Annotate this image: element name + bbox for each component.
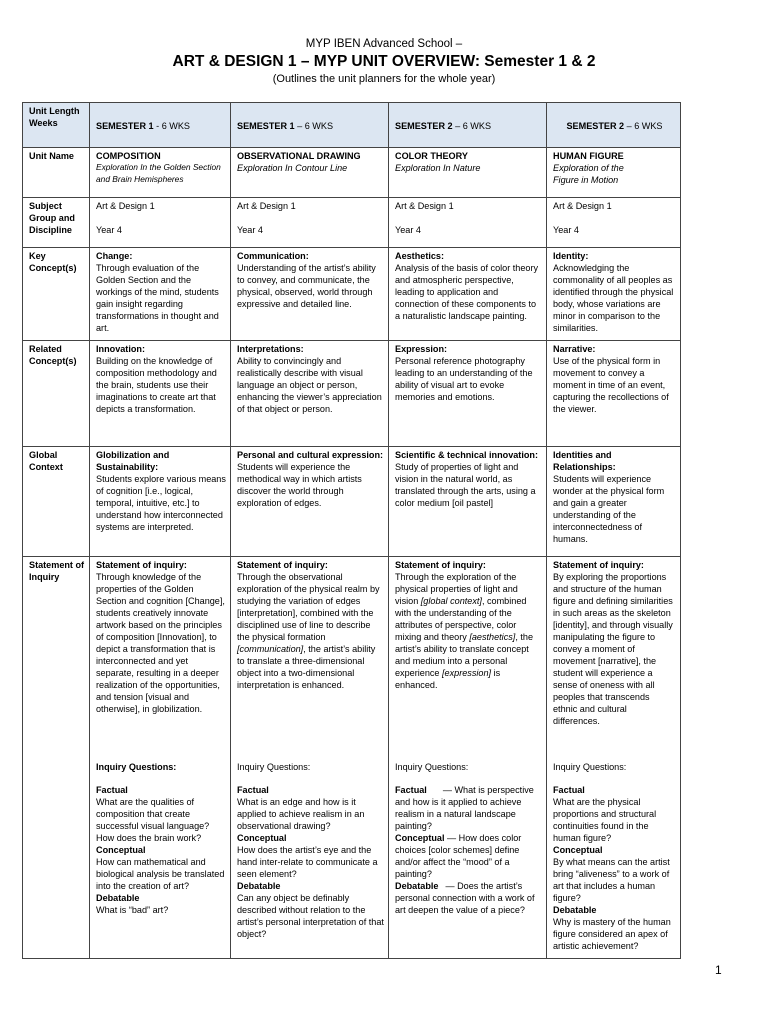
debatable-text: — Does the artist’s personal connection with a work of art deepen the value of a piece? (395, 881, 535, 915)
global-context-text: Study of properties of light and vision in the natural world, as translated through the arts, using a color medium [oil pastel] (395, 462, 536, 508)
unit-name: HUMAN FIGURE (553, 151, 624, 161)
soi-title: Statement of inquiry: (395, 560, 486, 570)
subject-cell (231, 198, 389, 248)
related-concept-cell (547, 341, 681, 447)
row-unit-length (23, 103, 681, 148)
factual-text: — What is perspective and how is it applied to achieve realism in a natural landscape painting? (395, 785, 534, 831)
factual-text: What are the physical proportions and structural continuities found in the human figure? (553, 797, 657, 843)
related-concept-title: Narrative: (553, 344, 596, 354)
unit-name-cell (90, 148, 231, 198)
soi-title: Statement of inquiry: (237, 560, 328, 570)
subject-cell (389, 198, 547, 248)
semester-label: SEMESTER 1 (237, 120, 295, 131)
key-concept-title: Aesthetics: (395, 251, 445, 261)
key-concept-text: Understanding of the artist’s ability to convey, and communicate, the physical, observed, world through expressive and detailed line. (237, 263, 376, 309)
conceptual-label: Conceptual (553, 845, 603, 855)
unit-name-cell (547, 148, 681, 198)
conceptual-label: Conceptual (395, 833, 445, 843)
global-context-title: Globilization and Sustainability: (96, 450, 170, 472)
row-subject (23, 198, 681, 248)
weeks-label: - 6 WKS (153, 120, 190, 131)
soi-text: By exploring the proportions and structure of the human figure and defining similarities in such areas as the skeleton [identity], and through visually manipulating the figure to convey a moment of movement [narrative], the student will experience a sense of oneness with all peoples that transcends ethnic and cultural differences. (553, 572, 673, 726)
factual-text: What are the qualities of composition that create successful visual language? How does the brain work? (96, 797, 210, 843)
key-concept-title: Identity: (553, 251, 589, 261)
global-context-title: Personal and cultural expression: (237, 450, 384, 460)
global-context-text: Students explore various means of cognition [i.e., logical, temporal, intuitive, etc.] to understand how interconnected systems are interpreted. (96, 474, 226, 532)
page-number: 1 (715, 963, 722, 977)
unit-overview-grid (22, 102, 681, 959)
subject-name: Art & Design 1 (553, 201, 612, 211)
statement-cell (547, 557, 681, 959)
soi-text-part: [aesthetics] (469, 632, 516, 642)
global-context-text: Students will experience wonder at the physical form and gain a greater understanding of the interconnectedness of humans. (553, 474, 665, 544)
debatable-label: Debatable (553, 905, 597, 915)
label-subject: Subject Group and Discipline (23, 198, 90, 248)
conceptual-label: Conceptual (96, 845, 146, 855)
subject-cell (547, 198, 681, 248)
key-concept-text: Through evaluation of the Golden Section and the workings of the mind, students gain insight regarding transformations in thought and art. (96, 263, 219, 333)
statement-cell (231, 557, 389, 959)
soi-text-part: Through the exploration of the physical properties of light and vision (395, 572, 518, 606)
global-context-cell (389, 447, 547, 557)
related-concept-title: Expression: (395, 344, 448, 354)
page-subtitle: (Outlines the unit planners for the whole year) (272, 73, 496, 85)
soi-text-part: , the artist’s ability to translate concept and medium into a personal experience (395, 632, 534, 678)
factual-label: Factual (395, 785, 427, 795)
factual-label: Factual (553, 785, 585, 795)
row-statement-of-inquiry (23, 557, 681, 959)
statement-cell (389, 557, 547, 959)
inquiry-questions-title: Inquiry Questions: (237, 762, 311, 772)
soi-text-part: , the artist’s ability to translate a three-dimensional object into a two-dimensional interpretation is enhanced. (237, 644, 376, 690)
soi-text (237, 571, 384, 761)
conceptual-label: Conceptual (237, 833, 287, 843)
key-concept-title: Communication: (237, 251, 309, 261)
factual-text: What is an edge and how is it applied to achieve realism in an observational drawing? (237, 797, 365, 831)
global-context-text: Students will experience the methodical way in which artists discover the world through exploration of edges. (237, 462, 362, 508)
factual-label: Factual (237, 785, 269, 795)
related-concept-text: Personal reference photography leading to an understanding of the ability of visual art to evoke memories and emotions. (395, 356, 533, 402)
global-context-title: Scientific & technical innovation: (395, 450, 538, 460)
key-concept-text: Acknowledging the commonality of all peoples as identified through the physical body, whose variations are minor in comparison to the similarities. (553, 263, 674, 333)
semester-header (231, 103, 389, 148)
debatable-label: Debatable (395, 881, 439, 891)
soi-text: Through knowledge of the properties of the Golden Section and cognition [Change], students creatively innovate artwork based on the principles of composition [Innovation], to depict a transformation that is interconnected and yet separate, resulting in a deeper realization of the opportunities, and tension [visual and otherwise], in globilization. (96, 572, 225, 714)
inquiry-questions-title: Inquiry Questions: (96, 762, 177, 772)
soi-text-part: is enhanced. (395, 668, 501, 690)
inquiry-questions-title: Inquiry Questions: (395, 762, 469, 772)
page-title: ART & DESIGN 1 – MYP UNIT OVERVIEW: Semester 1 & 2 (172, 53, 596, 70)
conceptual-text: How does the artist’s eye and the hand inter-relate to communicate a seen element? (237, 845, 378, 879)
subject-name: Art & Design 1 (237, 201, 296, 211)
related-concept-text: Use of the physical form in movement to convey a moment in time of an event, capturing the recollections of the viewer. (553, 356, 669, 414)
unit-subtitle: Exploration In the Golden Section and Brain Hemispheres (96, 162, 221, 184)
related-concept-title: Innovation: (96, 344, 145, 354)
debatable-label: Debatable (237, 881, 281, 891)
unit-name-cell (231, 148, 389, 198)
semester-header (547, 103, 681, 148)
conceptual-text: By what means can the artist bring “aliveness” to a work of art that includes a human figure? (553, 857, 670, 903)
key-concept-title: Change: (96, 251, 133, 261)
unit-name-cell (389, 148, 547, 198)
key-concept-text: Analysis of the basis of color theory and atmospheric perspective, leading to application and connection of these components to a naturalistic landscape painting. (395, 263, 539, 321)
semester-label: SEMESTER 2 (566, 120, 625, 131)
weeks-label: – 6 WKS (624, 120, 663, 131)
semester-header (389, 103, 547, 148)
unit-subtitle: Exploration In Nature (395, 163, 481, 173)
related-concept-cell (231, 341, 389, 447)
global-context-title: Identities and Relationships: (553, 450, 616, 472)
soi-text-part: Through the observational exploration of the physical realm by studying the variation of edges [interpretation], combined with the disciplined use of line to describe the physical formation (237, 572, 380, 642)
factual-label: Factual (96, 785, 128, 795)
debatable-text: Why is mastery of the human figure considered an apex of artistic achievement? (553, 917, 671, 951)
row-global-context (23, 447, 681, 557)
year-level: Year 4 (96, 225, 122, 235)
semester-header (90, 103, 231, 148)
soi-text-part: [global context] (420, 596, 482, 606)
soi-text (395, 571, 542, 761)
related-concept-cell (90, 341, 231, 447)
row-unit-name (23, 148, 681, 198)
inquiry-questions-title: Inquiry Questions: (553, 762, 627, 772)
soi-title: Statement of inquiry: (553, 560, 644, 570)
key-concept-cell (90, 248, 231, 341)
related-concept-text: Ability to convincingly and realistically describe with visual language an object or person, enhancing the viewer’s appreciation of that object or person. (237, 356, 382, 414)
key-concept-cell (547, 248, 681, 341)
related-concept-title: Interpretations: (237, 344, 304, 354)
year-level: Year 4 (395, 225, 421, 235)
soi-text-part: [communication] (237, 644, 304, 654)
label-key-concepts: Key Concept(s) (23, 248, 90, 341)
subject-name: Art & Design 1 (395, 201, 454, 211)
global-context-cell (231, 447, 389, 557)
debatable-text: What is “bad” art? (96, 905, 169, 915)
soi-text-part: [expression] (442, 668, 492, 678)
conceptual-text: — How does color choices [color schemes] define and/or affect the “mood” of a painting? (395, 833, 522, 879)
soi-title: Statement of inquiry: (96, 560, 187, 570)
global-context-cell (90, 447, 231, 557)
key-concept-cell (389, 248, 547, 341)
unit-name: COLOR THEORY (395, 151, 468, 161)
unit-name: COMPOSITION (96, 151, 161, 161)
semester-label: SEMESTER 2 (395, 120, 453, 131)
year-level: Year 4 (237, 225, 263, 235)
row-key-concepts (23, 248, 681, 341)
subject-name: Art & Design 1 (96, 201, 155, 211)
label-unit-name: Unit Name (23, 148, 90, 198)
school-name: MYP IBEN Advanced School – (305, 38, 463, 50)
debatable-label: Debatable (96, 893, 140, 903)
weeks-label: – 6 WKS (452, 120, 492, 131)
related-concept-text: Building on the knowledge of composition methodology and the brain, students use their imaginations to create art that depicts a transformation. (96, 356, 217, 414)
unit-subtitle: Exploration of the Figure in Motion (553, 163, 624, 185)
conceptual-text: How can mathematical and biological analysis be translated into the creation of art? (96, 857, 225, 891)
related-concept-cell (389, 341, 547, 447)
label-statement-of-inquiry: Statement of Inquiry (23, 557, 90, 959)
unit-subtitle: Exploration In Contour Line (237, 163, 348, 173)
row-related-concepts (23, 341, 681, 447)
statement-cell (90, 557, 231, 959)
year-level: Year 4 (553, 225, 579, 235)
semester-label: SEMESTER 1 (96, 120, 154, 131)
label-unit-length: Unit Length Weeks (23, 103, 90, 148)
label-global-context: Global Context (23, 447, 90, 557)
subject-cell (90, 198, 231, 248)
unit-name: OBSERVATIONAL DRAWING (237, 151, 361, 161)
key-concept-cell (231, 248, 389, 341)
weeks-label: – 6 WKS (294, 120, 334, 131)
global-context-cell (547, 447, 681, 557)
soi-text-part: , combined with the understanding of the attributes of perspective, color mixing and theory (395, 596, 527, 642)
label-related-concepts: Related Concept(s) (23, 341, 90, 447)
debatable-text: Can any object be definably described without relation to the artist’s personal interpretation of that object? (237, 893, 384, 939)
